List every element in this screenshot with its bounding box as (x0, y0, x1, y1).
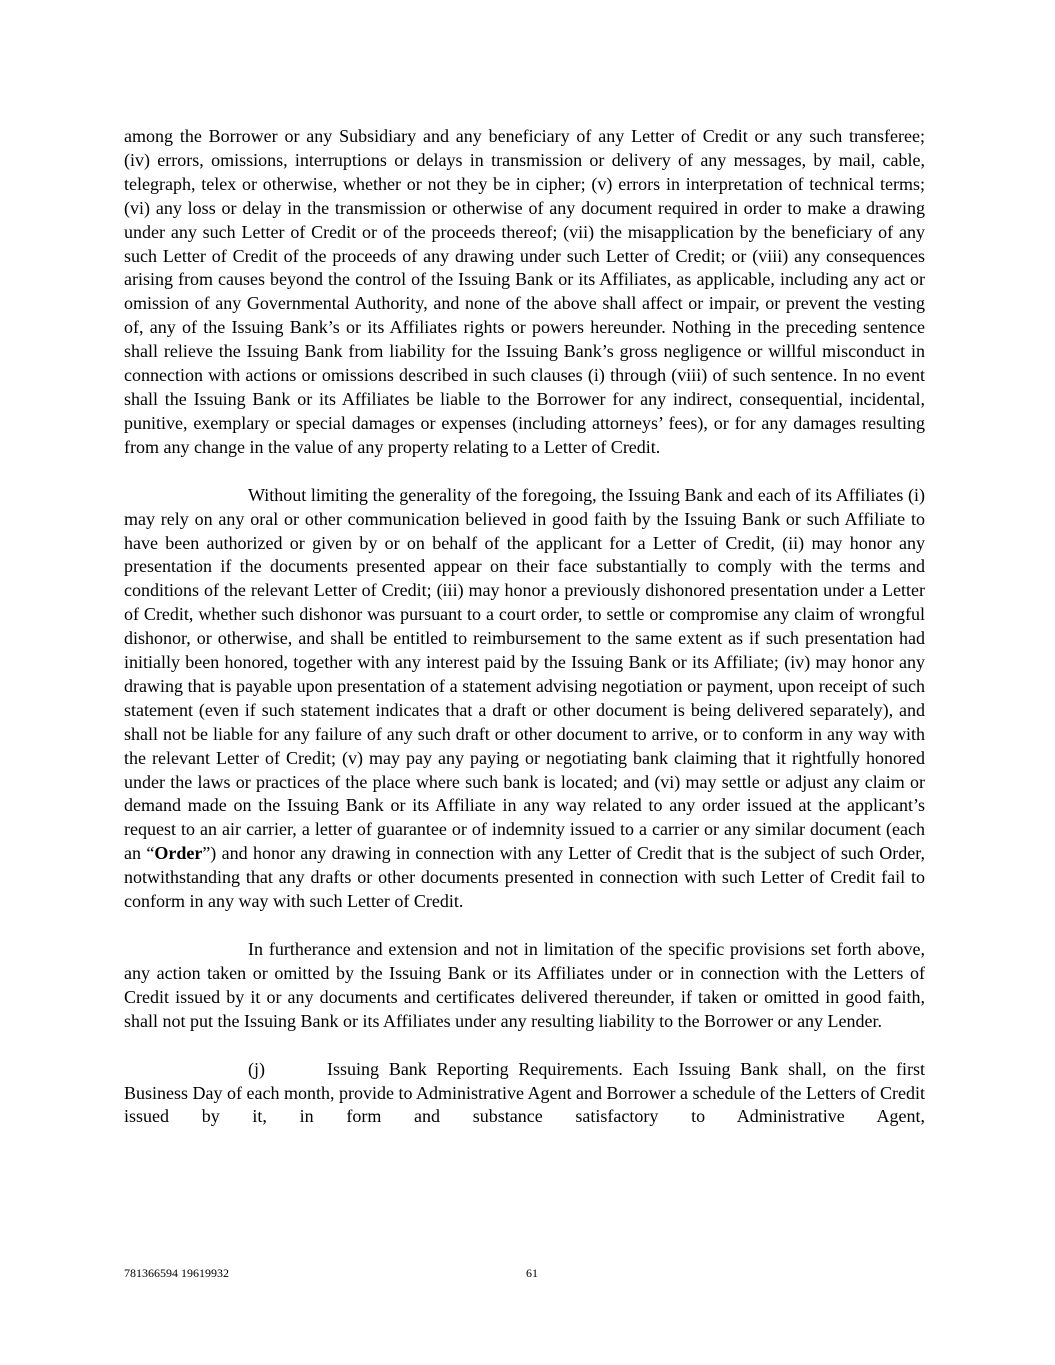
paragraph-without-limiting (124, 484, 925, 914)
paragraph-text: Issuing Bank Reporting Requirements. Each Issuing Bank shall, on the first Business Day of each month, provide to Administrative Agent and Borrower a schedule of the Letters of Credit issued by it, in form and substance satisfactory to Administrative Agent, (124, 1058, 925, 1127)
paragraph-text: ”) and honor any drawing in connection with any Letter of Credit that is the subject of such Order, notwithstanding that any drafts or other documents presented in connection with such Letter of Credit fail to conform in any way with such Letter of Credit. (124, 843, 925, 912)
clause-label: (j) (248, 1058, 265, 1079)
paragraph-text: Without limiting the generality of the foregoing, the Issuing Bank and each of its Affiliates (i) may rely on any oral or other communication believed in good faith by the Issuing Bank or such Affiliate to have been authorized or given by or on behalf of the applicant for a Letter of Credit, (ii) may honor any presentation if the documents presented appear on their face substantially to comply with the terms and conditions of the relevant Letter of Credit; (iii) may honor a previously dishonored presentation under a Letter of Credit, whether such dishonor was pursuant to a court order, to settle or compromise any claim of wrongful dishonor, or otherwise, and shall be entitled to reimbursement to the same extent as if such presentation had initially been honored, together with any interest paid by the Issuing Bank or its Affiliate; (iv) may honor any drawing that is payable upon presentation of a statement advising negotiation or payment, upon receipt of such statement (even if such statement indicates that a draft or other document is being delivered separately), and shall not be liable for any failure of any such draft or other document to arrive, or to conform in any way with the relevant Letter of Credit; (v) may pay any paying or negotiating bank claiming that it rightfully honored under the laws or practices of the place where such bank is located; and (vi) may settle or adjust any claim or demand made on the Issuing Bank or its Affiliate in any way related to any order issued at the applicant’s request to an air carrier, a letter of guarantee or of indemnity issued to a carrier or any similar document (each an “ (124, 484, 925, 864)
paragraph-continued: among the Borrower or any Subsidiary and any beneficiary of any Letter of Credit or any such transferee; (iv) errors, omissions, interruptions or delays in transmission or delivery of any messages, by mail, cable, telegraph, telex or otherwise, whether or not they be in cipher; (v) errors in interpretation of technical terms; (vi) any loss or delay in the transmission or otherwise of any document required in order to make a drawing under any such Letter of Credit or of the proceeds thereof; (vii) the misapplication by the beneficiary of any such Letter of Credit of the proceeds of any drawing under such Letter of Credit; or (viii) any consequences arising from causes beyond the control of the Issuing Bank or its Affiliates, as applicable, including any act or omission of any Governmental Authority, and none of the above shall affect or impair, or prevent the vesting of, any of the Issuing Bank’s or its Affiliates rights or powers hereunder. Nothing in the preceding sentence shall relieve the Issuing Bank from liability for the Issuing Bank’s gross negligence or willful misconduct in connection with actions or omissions described in such clauses (i) through (viii) of such sentence. In no event shall the Issuing Bank or its Affiliates be liable to the Borrower for any indirect, consequential, incidental, punitive, exemplary or special damages or expenses (including attorneys’ fees), or for any damages resulting from any change in the value of any property relating to a Letter of Credit. (124, 126, 925, 457)
footer-document-id: 781366594 19619932 (124, 1266, 229, 1280)
defined-term-order: Order (154, 843, 203, 864)
paragraph-in-furtherance: In furtherance and extension and not in limitation of the specific provisions set forth above, any action taken or omitted by the Issuing Bank or its Affiliates under or in connection with the Letters of Credit issued by it or any documents and certificates delivered thereunder, if taken or omitted in good faith, shall not put the Issuing Bank or its Affiliates under any resulting liability to the Borrower or any Lender. (124, 939, 925, 1031)
footer-page-number: 61 (526, 1266, 538, 1280)
paragraph-reporting-requirements (124, 1058, 925, 1130)
document-body (124, 125, 925, 1129)
